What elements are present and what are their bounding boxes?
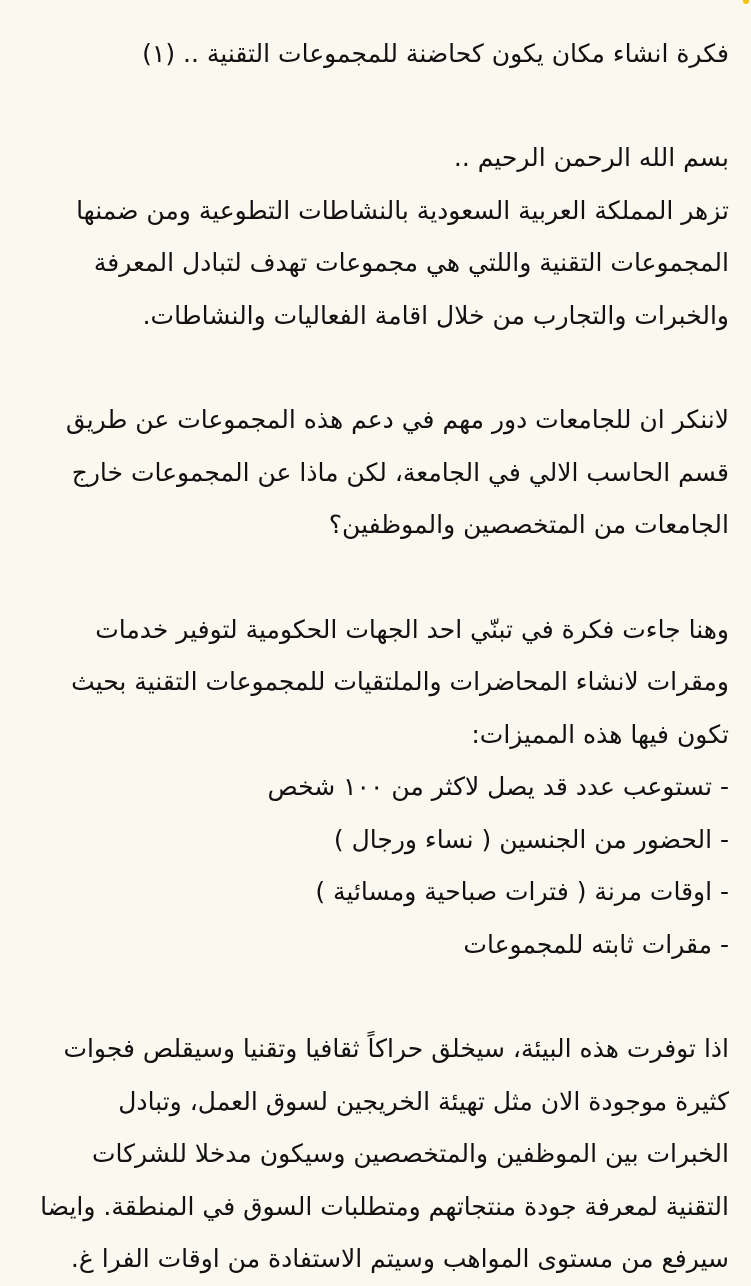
paragraph-universities bbox=[17, 394, 729, 552]
text-line: سيرفع من مستوى المواهب وسيتم الاستفادة من اوقات الفرا غ. bbox=[70, 1244, 729, 1273]
text-line: التقنية لمعرفة جودة منتجاتهم ومتطلبات السوق في المنطقة. وايضا bbox=[40, 1191, 729, 1221]
list-item: - تستوعب عدد قد يصل لاكثر من ١٠٠ شخص bbox=[267, 772, 729, 801]
corner-dot-icon bbox=[743, 0, 749, 4]
text-line: الجامعات من المتخصصين والموظفين؟ bbox=[328, 510, 729, 539]
paragraph-idea bbox=[17, 604, 729, 972]
note-body bbox=[17, 28, 729, 1286]
text-line: تكون فيها هذه المميزات: bbox=[471, 719, 729, 749]
paragraph-conclusion bbox=[17, 1023, 729, 1286]
paragraph-intro bbox=[17, 132, 729, 342]
paragraph-spacer bbox=[17, 342, 729, 394]
text-line: والخبرات والتجارب من خلال اقامة الفعاليات والنشاطات. bbox=[142, 300, 729, 330]
text-line: لاننكر ان للجامعات دور مهم في دعم هذه المجموعات عن طريق bbox=[65, 405, 729, 434]
text-line: ومقرات لانشاء المحاضرات والملتقيات للمجموعات التقنية بحيث bbox=[71, 667, 729, 696]
paragraph-spacer bbox=[17, 971, 729, 1023]
list-item: - الحضور من الجنسين ( نساء ورجال ) bbox=[333, 824, 729, 854]
text-line: كثيرة موجودة الان مثل تهيئة الخريجين لسوق العمل، وتبادل bbox=[118, 1086, 729, 1116]
list-item: - اوقات مرنة ( فترات صباحية ومسائية ) bbox=[315, 877, 729, 906]
paragraph-spacer bbox=[17, 80, 729, 132]
text-line: اذا توفرت هذه البيئة، سيخلق حراكاً ثقافيا وتقنيا وسيقلص فجوات bbox=[63, 1034, 729, 1063]
text-line: بسم الله الرحمن الرحيم .. bbox=[453, 143, 729, 172]
text-line: تزهر المملكة العربية السعودية بالنشاطات التطوعية ومن ضمنها bbox=[76, 195, 729, 225]
note-title: فكرة انشاء مكان يكون كحاضنة للمجموعات التقنية .. (١) bbox=[142, 39, 729, 68]
paragraph-spacer bbox=[17, 552, 729, 604]
list-item: - مقرات ثابته للمجموعات bbox=[463, 929, 729, 959]
text-line: قسم الحاسب الالي في الجامعة، لكن ماذا عن المجموعات خارج bbox=[71, 457, 729, 487]
text-line: الخبرات بين الموظفين والمتخصصين وسيكون مدخلا للشركات bbox=[91, 1139, 729, 1168]
text-line: وهنا جاءت فكرة في تبنّي احد الجهات الحكومية لتوفير خدمات bbox=[95, 614, 729, 644]
text-line: المجموعات التقنية واللتي هي مجموعات تهدف لتبادل المعرفة bbox=[93, 248, 729, 277]
